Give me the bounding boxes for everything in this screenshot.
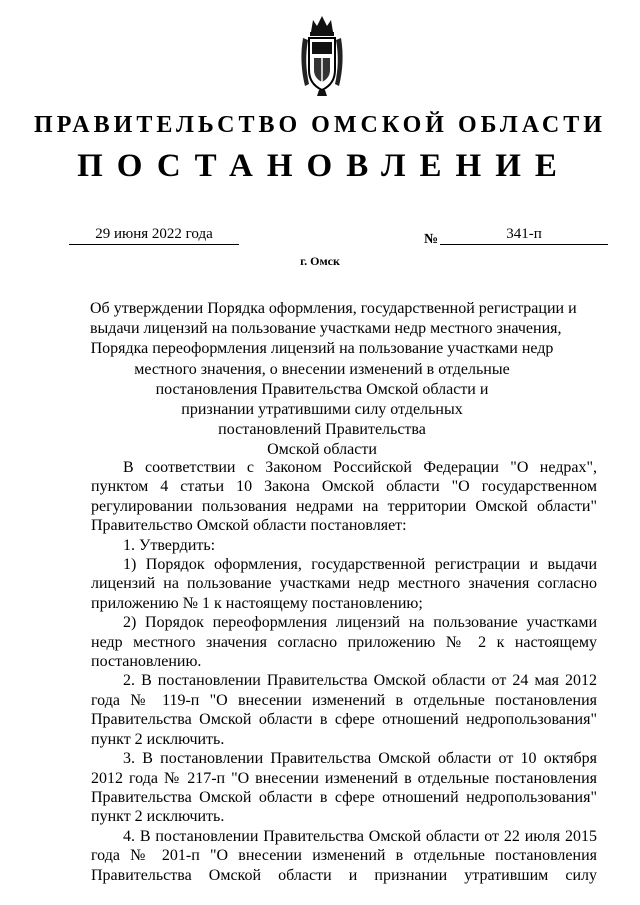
coat-of-arms-emblem — [299, 12, 345, 98]
paragraph-item-4: 4. В постановлении Правительства Омской области от 22 июля 2015 года № 201-п "О внесении изменений в отдельные постановления Правительства Омской области и признании утратившим силу — [91, 827, 597, 884]
title-line: постановлений Правительства — [218, 421, 426, 439]
city: г. Омск — [300, 254, 340, 268]
document-body — [91, 458, 597, 885]
paragraph-item-3: 3. В постановлении Правительства Омской области от 10 октября 2012 года № 217-п "О внесении изменений в отдельные постановления Правительства Омской области в сфере отношений недропользования" пункт 2 исключить. — [91, 750, 597, 826]
document-type: ПОСТАНОВЛЕНИЕ — [77, 148, 571, 184]
title-line: местного значения, о внесении изменений в отдельные — [134, 360, 510, 378]
title-line: Омской области — [267, 441, 377, 459]
document-number: 341-п — [440, 226, 608, 245]
title-line: Порядка переоформления лицензий на пользование участками недр — [90, 340, 554, 358]
paragraph-item-1: 1. Утвердить: — [123, 536, 216, 554]
document-date: 29 июня 2022 года — [69, 226, 239, 245]
title-line: выдачи лицензий на пользование участками недр местного значения, — [90, 320, 562, 338]
paragraph-item-1-2: 2) Порядок переоформления лицензий на пользование участками недр местного значения согласно приложению № 2 к настоящему постановлению. — [91, 614, 597, 671]
title-line: признании утратившими силу отдельных — [181, 401, 463, 419]
document-title — [90, 299, 577, 461]
paragraph-preamble: В соответствии с Законом Российской Федерации "О недрах", пунктом 4 статьи 10 Закона Омской области "О государственном регулировании пользования недрами на территории Омской области" Правительство Омской области постановляет: — [91, 459, 597, 535]
government-name: ПРАВИТЕЛЬСТВО ОМСКОЙ ОБЛАСТИ — [34, 112, 606, 138]
paragraph-item-2: 2. В постановлении Правительства Омской области от 24 мая 2012 года № 119-п "О внесении изменений в отдельные постановления Правительства Омской области в сфере отношений недропользования" пункт 2 исключить. — [91, 672, 597, 748]
title-line: постановления Правительства Омской области и — [155, 380, 489, 398]
number-label: № — [424, 232, 439, 247]
paragraph-item-1-1: 1) Порядок оформления, государственной регистрации и выдачи лицензий на пользование участками недр местного значения согласно приложению № 1 к настоящему постановлению; — [91, 556, 597, 612]
title-line: Об утверждении Порядка оформления, государственной регистрации и — [90, 300, 577, 317]
